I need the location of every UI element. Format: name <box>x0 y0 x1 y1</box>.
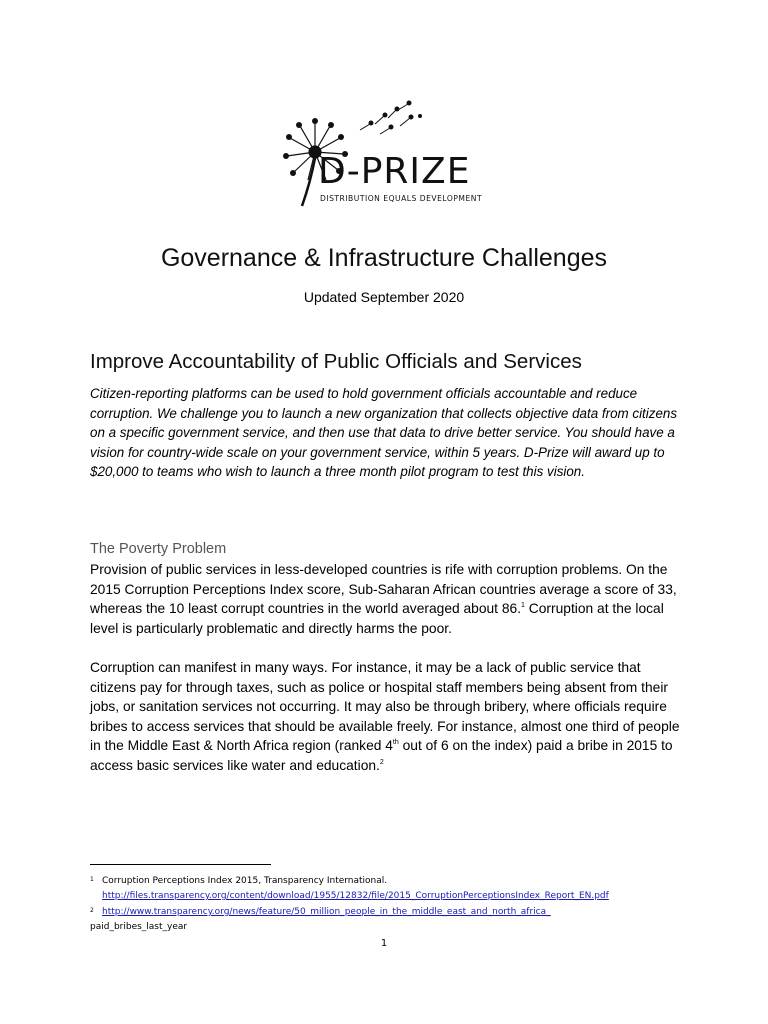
subheading-poverty-problem: The Poverty Problem <box>90 541 227 557</box>
section-heading: Improve Accountability of Public Officials and Services <box>90 350 582 373</box>
document-title: Governance & Infrastructure Challenges <box>160 244 608 272</box>
paragraph-1-text-a: Provision of public services in less-developed countries is rife with corruption problems. On the 2015 Corruption Perceptions Index score, Sub-Saharan African countries average a score of 33, whereas the 10 least corrupt countries in the world averaged about 86. <box>90 562 677 617</box>
paragraph-1 <box>90 560 690 638</box>
intro-paragraph: Citizen-reporting platforms can be used to hold government officials accountable and reduce corruption. We challenge you to launch a new organization that collects objective data from citizens on a specific government service, and then use that data to drive better service. You should have a vision for country-wide scale on your government service, within 5 years. D-Prize will award up to $20,000 to teams who wish to launch a three month pilot program to test this vision. <box>90 386 678 480</box>
paragraph-1-text-b: Corruption at the local level is particularly problematic and directly harms the poor. <box>90 601 664 636</box>
footnote-ref-2[interactable]: 2 <box>379 758 384 766</box>
footnote-1-text: Corruption Perceptions Index 2015, Transparency International. <box>102 876 388 886</box>
footnote-ref-1[interactable]: 1 <box>521 602 525 610</box>
logo-tagline: DISTRIBUTION EQUALS DEVELOPMENT <box>320 194 483 203</box>
updated-date: Updated September 2020 <box>303 289 465 305</box>
footnote-1-number: 1 <box>90 876 94 883</box>
logo-wordmark: D-PRIZE <box>318 151 471 192</box>
footnote-1-link[interactable]: http://files.transparency.org/content/download/1955/12832/file/2015_CorruptionPerceptionsIndex_Report_EN.pdf <box>102 891 609 901</box>
footnote-separator <box>90 864 271 865</box>
footnote-2 <box>90 903 551 935</box>
footnote-2-link[interactable]: http://www.transparency.org/news/feature/50_million_people_in_the_middle_east_and_north_africa_ <box>102 907 551 917</box>
footnote-2-continuation: paid_bribes_last_year <box>90 922 188 932</box>
paragraph-2-text-b: out of 6 on the index) paid a bribe in 2015 to access basic services like water and education. <box>90 738 673 773</box>
footnote-1 <box>90 872 609 904</box>
page-number: 1 <box>380 938 388 949</box>
footnote-2-number: 2 <box>90 907 94 914</box>
paragraph-2 <box>90 658 690 776</box>
ordinal-suffix: th <box>392 739 399 747</box>
paragraph-2-text-a: Corruption can manifest in many ways. For instance, it may be a lack of public service that citizens pay for through taxes, such as police or hospital staff members being absent from their jobs, or sanitation services not occurring. It may also be through bribery, where officials require bribes to access services that should be available freely. For instance, almost one third of people in the Middle East & North Africa region (ranked 4 <box>90 660 680 754</box>
